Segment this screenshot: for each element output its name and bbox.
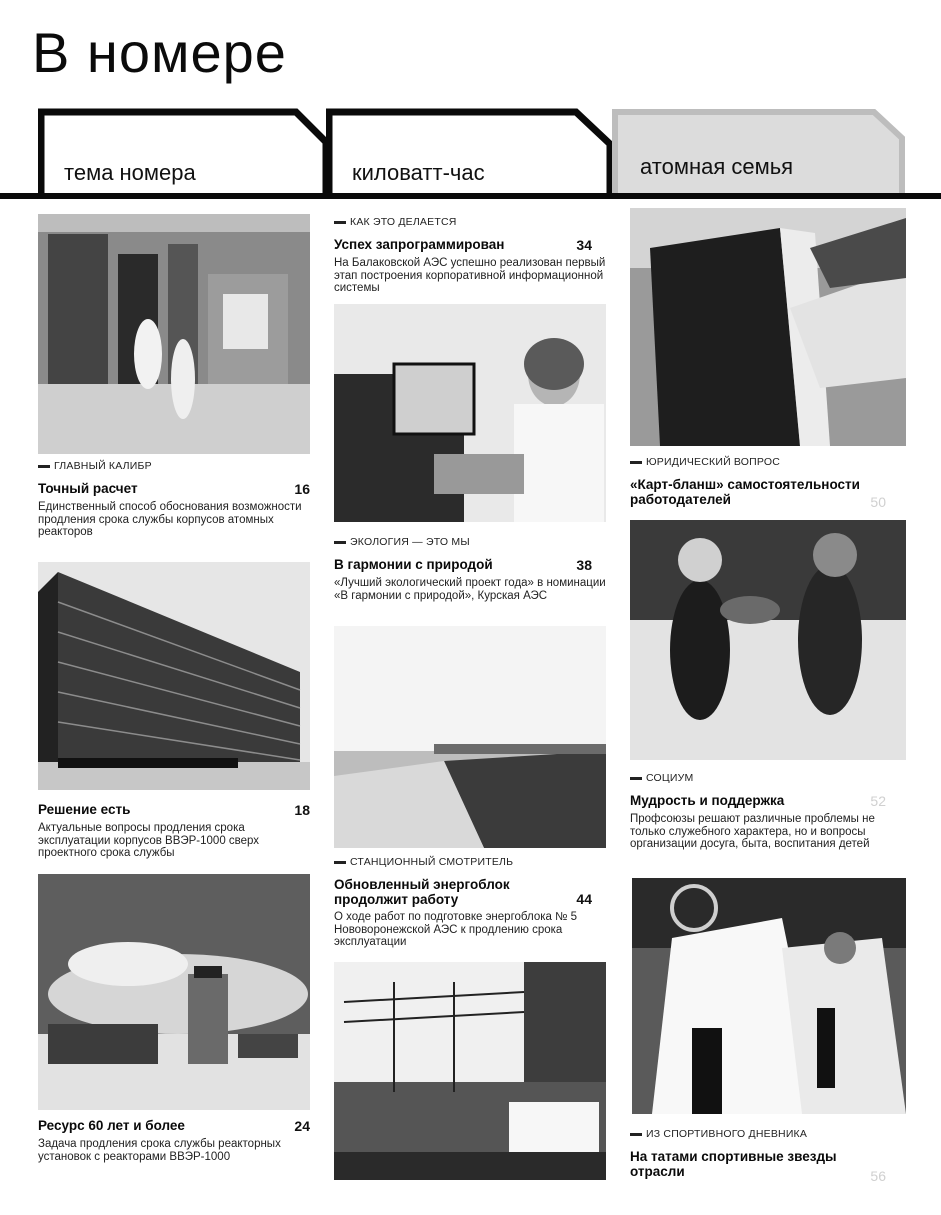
rubric-marker bbox=[630, 461, 642, 464]
article-title: В гармонии с природой bbox=[334, 557, 493, 572]
page-number: 52 bbox=[870, 793, 886, 809]
photo-power-plant bbox=[38, 874, 310, 1110]
tab-label: киловатт-час bbox=[352, 160, 485, 185]
page-number: 34 bbox=[576, 237, 592, 253]
tab-atomnaya-semya[interactable] bbox=[612, 108, 906, 194]
page-number: 50 bbox=[870, 494, 886, 510]
article-reshenie-est[interactable] bbox=[38, 802, 310, 860]
photo-karate-athletes bbox=[632, 878, 906, 1114]
rubric-marker bbox=[38, 465, 50, 468]
article-summary: Профсоюзы решают различные проблемы не только служебного характера, но и вопросы организации досуга, быта, воспитания детей bbox=[630, 813, 875, 850]
rubric bbox=[334, 216, 608, 228]
article-tochnyi-raschet[interactable] bbox=[38, 460, 310, 539]
article-title: Решение есть bbox=[38, 802, 131, 817]
rubric-marker bbox=[630, 1133, 642, 1136]
rubric-label: ГЛАВНЫЙ КАЛИБР bbox=[54, 460, 152, 472]
page-number: 38 bbox=[576, 557, 592, 573]
article-v-garmonii-s-prirodoi[interactable] bbox=[334, 536, 608, 602]
tab-label: тема номера bbox=[64, 160, 196, 185]
header-rule bbox=[0, 193, 941, 199]
article-resurs-60-let[interactable] bbox=[38, 1118, 310, 1163]
page-number: 18 bbox=[294, 802, 310, 818]
tab-label: атомная семья bbox=[640, 154, 794, 179]
photo-energy-unit bbox=[334, 962, 606, 1180]
article-na-tatami[interactable] bbox=[630, 1128, 906, 1184]
rubric-label: СТАНЦИОННЫЙ СМОТРИТЕЛЬ bbox=[350, 856, 514, 868]
rubric bbox=[334, 536, 608, 548]
article-summary: Актуальные вопросы продления срока эксплуатации корпусов ВВЭР-1000 сверх проектного срока службы bbox=[38, 822, 260, 859]
rubric-label: КАК ЭТО ДЕЛАЕТСЯ bbox=[350, 216, 457, 228]
article-summary: На Балаковской АЭС успешно реализован первый этап построения корпоративной информационной системы bbox=[334, 257, 606, 294]
article-obnovlennyi-energoblok[interactable] bbox=[334, 856, 608, 949]
article-title: Обновленный энергоблок продолжит работу bbox=[334, 877, 510, 907]
page-number: 24 bbox=[294, 1118, 310, 1134]
article-mudrost-i-podderzhka[interactable] bbox=[630, 772, 906, 851]
photo-building bbox=[38, 562, 310, 790]
article-summary: «Лучший экологический проект года» в номинации «В гармонии с природой», Курская АЭС bbox=[334, 577, 606, 602]
rubric-label: СОЦИУМ bbox=[646, 772, 694, 784]
article-title: Успех запрограммирован bbox=[334, 237, 505, 252]
article-kart-blansh[interactable] bbox=[630, 456, 906, 510]
article-title: Ресурс 60 лет и более bbox=[38, 1118, 185, 1133]
rubric-label: ЮРИДИЧЕСКИЙ ВОПРОС bbox=[646, 456, 781, 468]
rubric-marker bbox=[334, 541, 346, 544]
rubric bbox=[630, 772, 906, 784]
article-summary: Единственный способ обоснования возможности продления срока службы корпусов атомных реакторов bbox=[38, 501, 302, 538]
rubric-label: ИЗ СПОРТИВНОГО ДНЕВНИКА bbox=[646, 1128, 808, 1140]
photo-factory-workers bbox=[38, 214, 310, 454]
article-uspekh-zaprogrammirovan[interactable] bbox=[334, 216, 608, 295]
article-title: На татами спортивные звезды отрасли bbox=[630, 1149, 837, 1179]
photo-woman-at-computer bbox=[334, 304, 606, 522]
tab-kilovatt-chas[interactable] bbox=[326, 108, 616, 194]
tab-tema-nomera[interactable] bbox=[38, 108, 330, 194]
article-summary: Задача продления срока службы реакторных установок с реакторами ВВЭР-1000 bbox=[38, 1138, 281, 1163]
rubric-marker bbox=[334, 221, 346, 224]
rubric-marker bbox=[630, 777, 642, 780]
page-number: 16 bbox=[294, 481, 310, 497]
rubric bbox=[630, 1128, 906, 1140]
photo-river-landscape bbox=[334, 626, 606, 848]
page-number: 56 bbox=[870, 1168, 886, 1184]
rubric-marker bbox=[334, 861, 346, 864]
rubric-label: ЭКОЛОГИЯ — ЭТО МЫ bbox=[350, 536, 470, 548]
page-title: В номере bbox=[32, 21, 287, 84]
photo-labour-code-book bbox=[630, 208, 906, 446]
photo-costumed-dancers bbox=[630, 520, 906, 760]
rubric bbox=[334, 856, 608, 868]
rubric bbox=[38, 460, 310, 472]
article-title: Точный расчет bbox=[38, 481, 138, 496]
rubric bbox=[630, 456, 906, 468]
article-title: Мудрость и поддержка bbox=[630, 793, 785, 808]
article-title: «Карт-бланш» самостоятельности работодателей bbox=[630, 477, 860, 507]
tab-frame bbox=[612, 108, 906, 194]
article-summary: О ходе работ по подготовке энергоблока № 5 Нововоронежской АЭС к продлению срока эксплуатации bbox=[334, 911, 578, 948]
page-number: 44 bbox=[576, 891, 592, 907]
